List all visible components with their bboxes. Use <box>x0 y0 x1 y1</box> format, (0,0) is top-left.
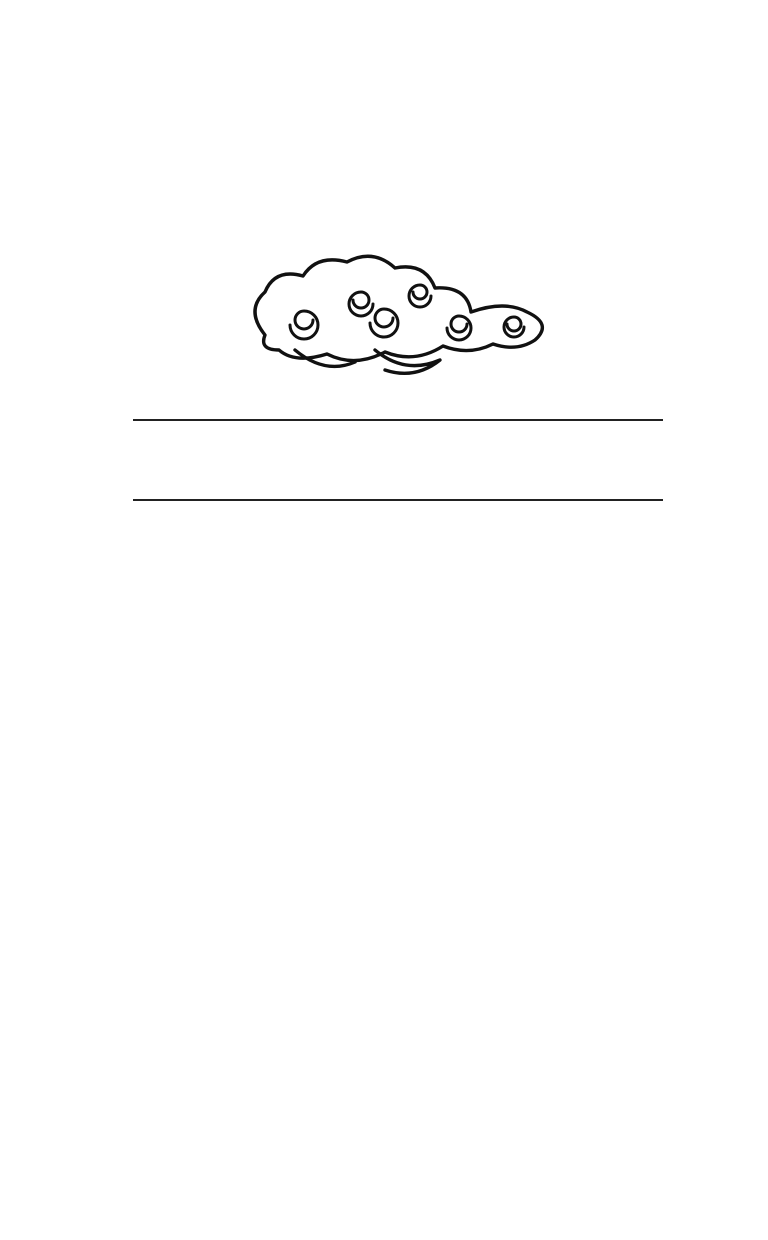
top-cloud-border <box>0 0 768 215</box>
page-title <box>133 431 663 490</box>
heading-rule-top <box>133 419 663 421</box>
page-number <box>364 1122 432 1170</box>
cloud-ornament <box>235 240 555 390</box>
heading-rule-bottom <box>133 499 663 501</box>
